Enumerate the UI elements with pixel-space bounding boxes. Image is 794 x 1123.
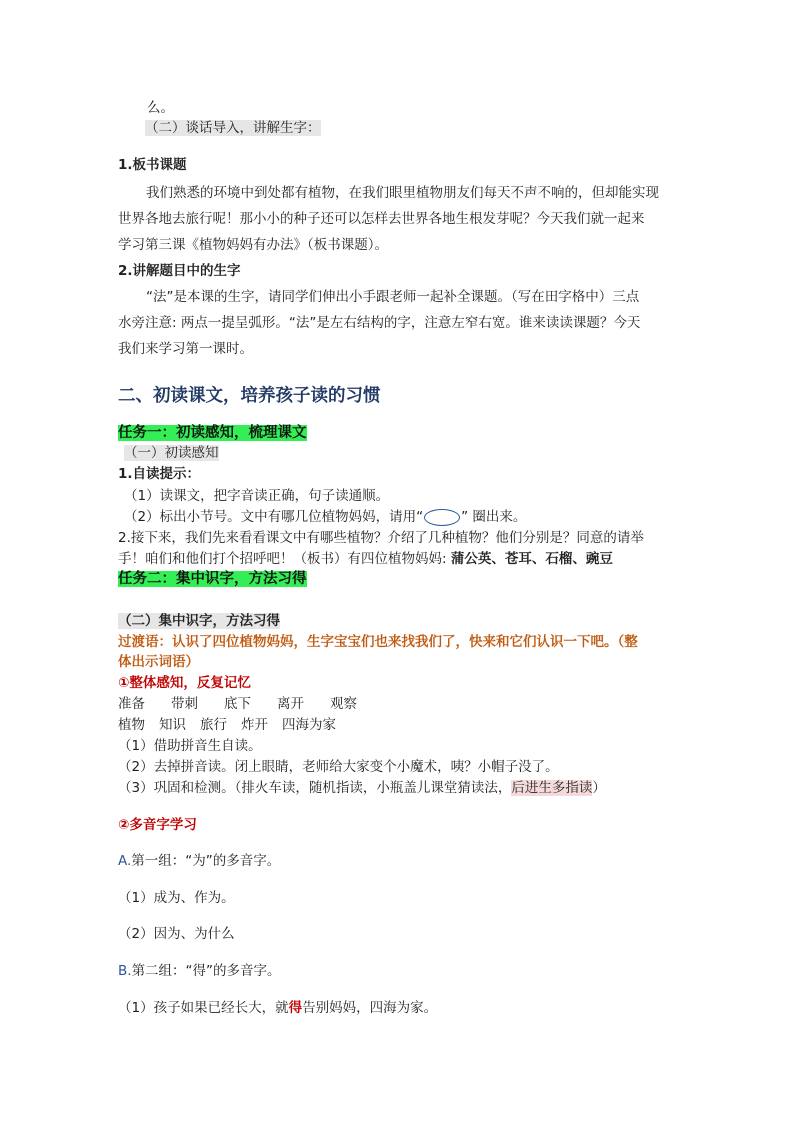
subsection-1 (124, 443, 219, 463)
plant-list: 蒲公英、苍耳、石榴、豌豆 (450, 551, 613, 567)
tip-text: ” 圈出来。 (461, 509, 527, 525)
subsection-2-text: （二）集中识字，方法习得 (118, 613, 280, 629)
explain-title: 2.讲解题目中的生字 (118, 263, 241, 279)
explain-paragraph-line: 我们来学习第一课时。 (118, 341, 253, 357)
emphasized-char: 得 (288, 1000, 303, 1016)
group-b-title (118, 961, 281, 981)
words-row (118, 694, 383, 714)
group-a-item: （1）成为、作为。 (118, 890, 235, 906)
item-text: 告别妈妈，四海为家。 (302, 1000, 438, 1016)
transition-line: 过渡语：认识了四位植物妈妈，生字宝宝们也来找我们了，快来和它们认识一下吧。（整 (118, 634, 638, 650)
next-paragraph-line: 2.接下来，我们先来看看课文中有哪些植物？介绍了几种植物？他们分别是？同意的请举 (118, 530, 644, 546)
section-title (145, 118, 321, 138)
group-a-label: A. (118, 853, 132, 869)
step-text: （3）巩固和检测。（排火车读，随机指读，小瓶盖儿课堂猜读法， (118, 780, 512, 796)
word: 离开 (277, 696, 304, 712)
polyphone-title: ②多音字学习 (118, 817, 197, 833)
word: 四海为家 (282, 717, 336, 733)
transition-line: 体出示词语） (118, 654, 199, 670)
step-line (118, 778, 606, 798)
word: 旅行 (200, 717, 227, 733)
step-text: ） (592, 780, 606, 796)
group-a-text: 第一组：“为”的多音字。 (131, 853, 281, 869)
tip-line (124, 507, 526, 527)
subsection-2 (118, 611, 280, 631)
board-paragraph-line: 我们熟悉的环境中到处都有植物，在我们眼里植物朋友们每天不声不响的，但却能实现 (146, 185, 659, 201)
item-text: （1）孩子如果已经长大，就 (118, 1000, 289, 1016)
section-title-text: （二）谈话导入，讲解生字： (145, 120, 321, 136)
task-2-text: 任务二：集中识字，方法习得 (118, 571, 307, 587)
oval-circle-icon (424, 509, 460, 526)
group-b-label: B. (118, 963, 132, 979)
board-paragraph-line: 学习第三课《植物妈妈有办法》（板书课题）。 (118, 237, 388, 253)
paragraph-fragment: 么。 (147, 100, 174, 116)
word: 准备 (118, 696, 145, 712)
word: 植物 (118, 717, 145, 733)
explain-paragraph-line: “法”是本课的生字，请同学们伸出小手跟老师一起补全课题。（写在田字格中）三点 (146, 289, 640, 305)
task-1-text: 任务一：初读感知，梳理课文 (118, 425, 307, 441)
explain-paragraph-line: 水旁注意: 两点一提呈弧形。“法”是左右结构的字，注意左窄右宽。谁来读读课题？今天 (118, 315, 641, 331)
task-1-banner (118, 423, 307, 443)
word: 观察 (330, 696, 357, 712)
group-b-text: 第二组：“得”的多音字。 (131, 963, 281, 979)
word: 带刺 (171, 696, 198, 712)
highlighted-text: 后进生多指读 (511, 780, 593, 796)
self-read-title: 1.自读提示： (118, 466, 201, 482)
word: 知识 (159, 717, 186, 733)
subsection-1-text: （一）初读感知 (124, 445, 219, 461)
step-text: （1）借助拼音生自读。 (118, 738, 262, 754)
word: 底下 (224, 696, 251, 712)
board-title: 1.板书课题 (118, 157, 187, 173)
group-b-item (118, 998, 437, 1018)
tip-line: （1）读课文，把字音读正确，句子读通顺。 (124, 488, 390, 504)
group-a-item: （2）因为、为什么 (118, 926, 235, 942)
board-paragraph-line: 世界各地去旅行呢！那小小的种子还可以怎样去世界各地生根发芽呢？今天我们就一起来 (118, 211, 645, 227)
tip-text: （2）标出小节号。文中有哪几位植物妈妈，请用“ (124, 509, 424, 525)
group-a-title (118, 851, 280, 871)
overall-title: ①整体感知，反复记忆 (118, 675, 251, 691)
step-line: （2）去掉拼音读。闭上眼睛，老师给大家变个小魔术，咦？小帽子没了。 (118, 759, 559, 775)
words-row (118, 715, 362, 735)
word: 炸开 (241, 717, 268, 733)
heading-2: 二、初读课文，培养孩子读的习惯 (118, 386, 381, 406)
next-paragraph-line (118, 549, 613, 569)
step-line (118, 736, 262, 756)
next-text: 手！咱们和他们打个招呼吧！（板书）有四位植物妈妈: (118, 551, 451, 567)
task-2-banner (118, 569, 307, 589)
